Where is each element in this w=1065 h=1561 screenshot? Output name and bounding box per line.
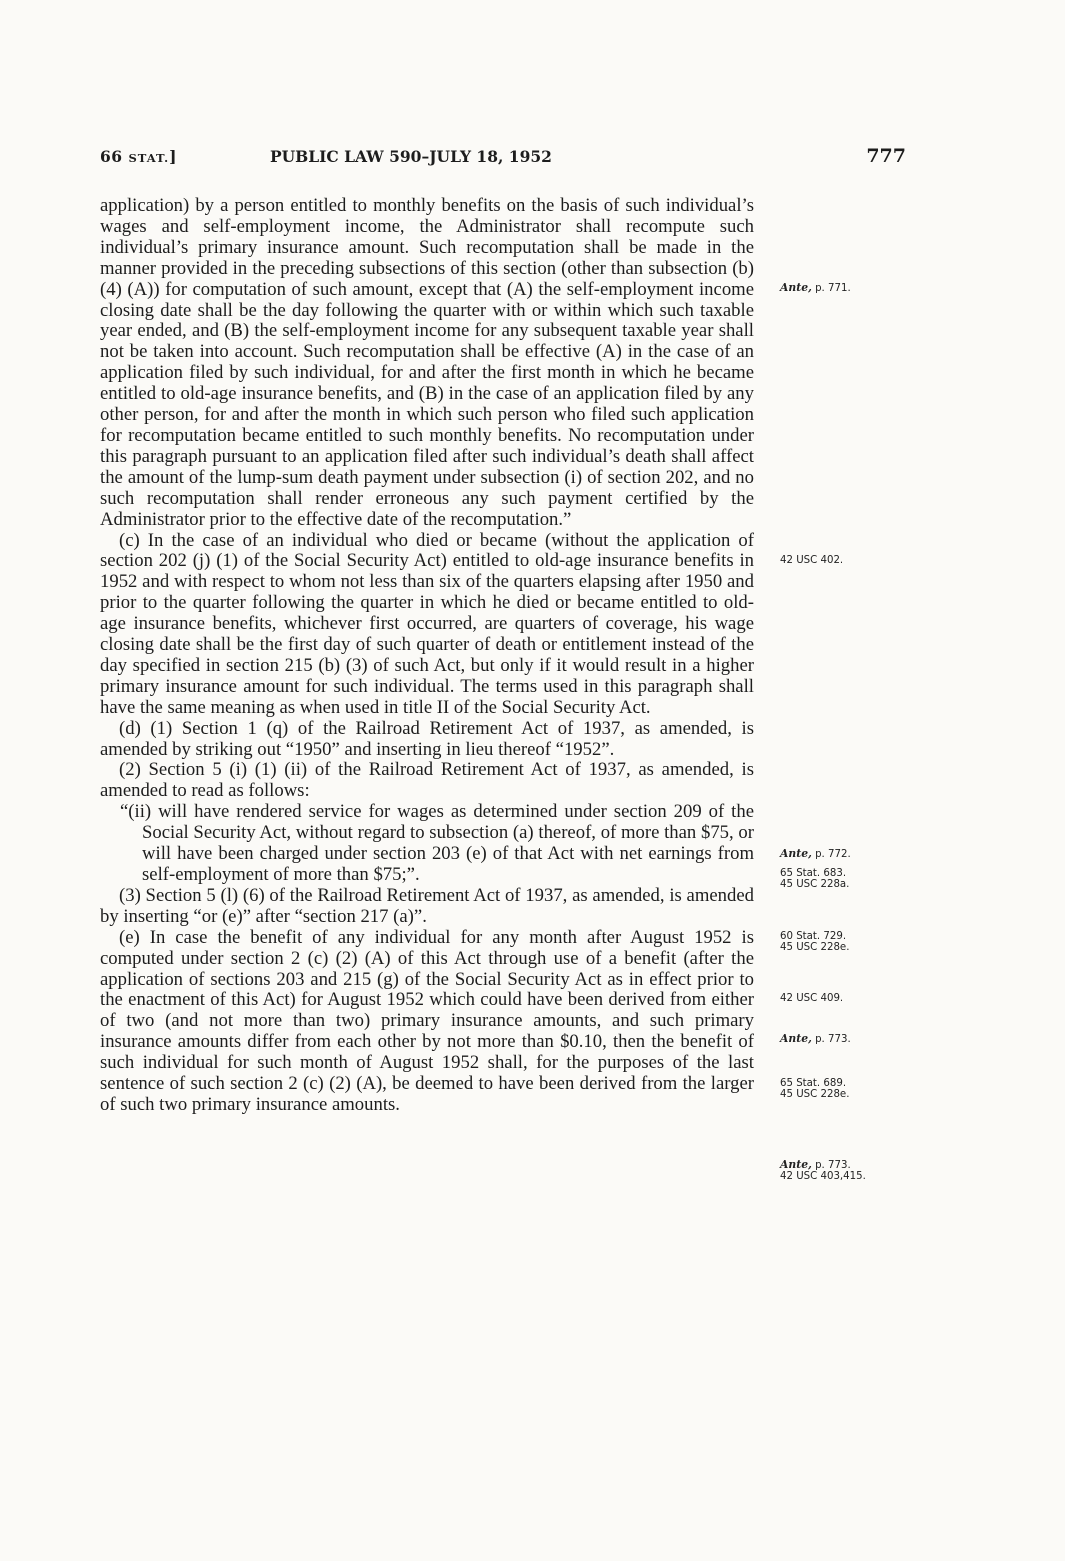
paragraph-continued: application) by a person entitled to monthly benefits on the basis of such individual’s wages and self-employment income, the Administrator shall recompute such individual’s primary insurance amount. Such recomputation shall be made in the manner provided in the preceding subsections of this section (other than subsection (b) (4) (A)) for computation of such amount, except that (A) the self-employment income closing date shall be the day following the quarter with or within which such taxable year ended, and (B) the self-employment income for any subsequent taxable year shall not be taken into account. Such recomputation shall be effective (A) in the case of an application filed by such individual, for and after the first month in which he became entitled to old-age insurance benefits, and (B) in the case of an application filed by any other person, for and after the month in which such person who filed such application for recomputation became entitled to such monthly benefits. No recomputation under this paragraph pursuant to an application filed after such individual’s death shall affect the amount of the lump-sum death payment under subsection (i) of section 202, and no such recomputation shall render erroneous any such payment certified by the Administrator prior to the effective date of the recomputation.” bbox=[100, 195, 754, 530]
quoted-amendment: “(ii) will have rendered service for wages as determined under section 209 of the Social Security Act, without regard to subsection (a) thereof, of more than $75, or will have been charged under section 203 (e) of that Act with net earnings from self-employment of more than $75;”. bbox=[120, 801, 754, 885]
paragraph-d3: (3) Section 5 (l) (6) of the Railroad Retirement Act of 1937, as amended, is amended by inserting “or (e)” after “section 217 (a)”. bbox=[100, 884, 754, 927]
page-number: 777 bbox=[866, 145, 906, 167]
margin-note: Ante, p. 772. bbox=[780, 847, 851, 860]
margin-note: 42 USC 409. bbox=[780, 993, 844, 1004]
statute-text bbox=[100, 196, 754, 1116]
margin-note: Ante, p. 773. 42 USC 403,415. bbox=[780, 1158, 866, 1182]
margin-note: 65 Stat. 683. 45 USC 228a. bbox=[780, 868, 850, 890]
statute-volume: 66 STAT.] bbox=[100, 147, 177, 166]
paragraph-d2: (2) Section 5 (i) (1) (ii) of the Railroad Retirement Act of 1937, as amended, is amended to read as follows: bbox=[100, 759, 754, 802]
margin-note: Ante, p. 773. bbox=[780, 1032, 851, 1045]
margin-note: 42 USC 402. bbox=[780, 555, 844, 566]
paragraph-c: (c) In the case of an individual who died or became (without the application of section 202 (j) (1) of the Social Security Act) entitled to old-age insurance benefits in 1952 and with respect to whom not less than six of the quarters elapsing after 1950 and prior to the quarter following the quarter in which he died or became entitled to old-age insurance benefits, whichever first occurred, are quarters of coverage, his wage closing date shall be the first day of such quarter of death or entitlement instead of the day specified in section 215 (b) (3) of such Act, but only if it would result in a higher primary insurance amount for such individual. The terms used in this paragraph shall have the same meaning as when used in title II of the Social Security Act. bbox=[100, 529, 754, 718]
margin-note: 60 Stat. 729. 45 USC 228e. bbox=[780, 931, 850, 953]
running-header bbox=[100, 147, 906, 171]
page-title: PUBLIC LAW 590–JULY 18, 1952 bbox=[270, 147, 552, 166]
margin-note: Ante, p. 771. bbox=[780, 281, 851, 294]
margin-note: 65 Stat. 689. 45 USC 228e. bbox=[780, 1078, 850, 1100]
paragraph-d1: (d) (1) Section 1 (q) of the Railroad Retirement Act of 1937, as amended, is amended by striking out “1950” and inserting in lieu thereof “1952”. bbox=[100, 717, 754, 760]
paragraph-e: (e) In case the benefit of any individual for any month after August 1952 is computed under section 2 (c) (2) (A) of this Act through use of a benefit (after the application of sections 203 and 215 (g) of the Social Security Act as in effect prior to the enactment of this Act) for August 1952 which could have been derived from either of two (and not more than two) primary insurance amounts, and such primary insurance amounts differ from each other by not more than $0.10, then the benefit of such individual for such month of August 1952 shall, for the purposes of the last sentence of such section 2 (c) (2) (A), be deemed to have been derived from the larger of such two primary insurance amounts. bbox=[100, 926, 754, 1115]
